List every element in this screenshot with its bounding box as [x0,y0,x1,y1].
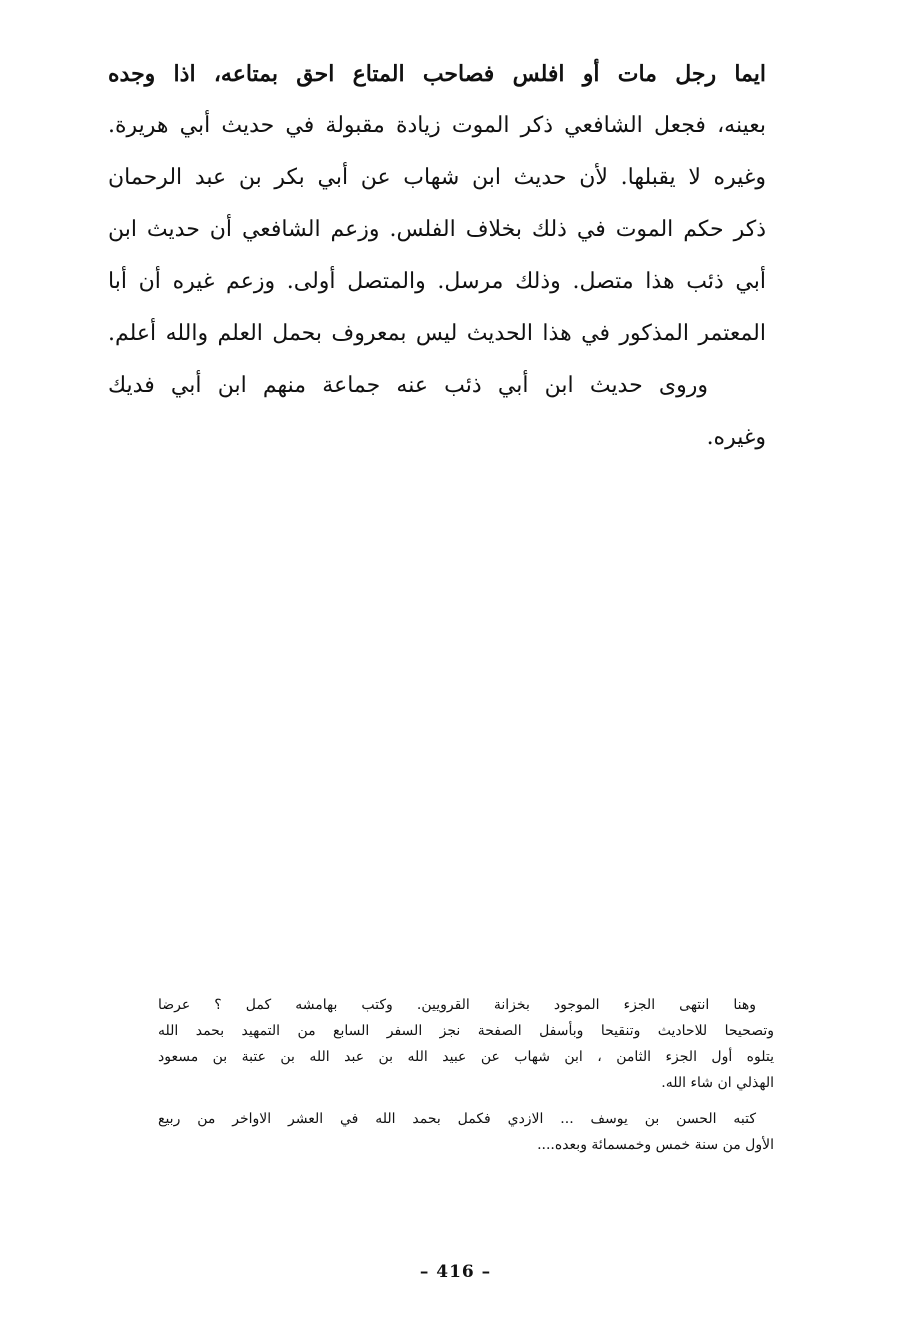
main-text-line: وغيره لا يقبلها. لأن حديث ابن شهاب عن أبي بكر بن عبد الرحمان [108,165,766,190]
note-paragraph [158,1106,774,1158]
note-line: الأول من سنة خمس وخمسمائة وبعده.... [537,1137,774,1153]
note-line: وهنا انتهى الجزء الموجود بخزانة القرويين. وكتب بهامشه كمل ؟ عرضا [158,997,756,1013]
note-line: يتلوه أول الجزء الثامن ، ابن شهاب عن عبيد الله بن عبد الله بن عتبة بن مسعود [158,1049,774,1065]
page-number: – 416 – [419,1262,492,1282]
main-text-line: ايما رجل مات أو افلس فصاحب المتاع احق بمتاعه، اذا وجده [108,61,766,87]
editorial-note [158,992,774,1158]
note-line: الهذلي ان شاء الله. [661,1075,774,1091]
note-line: وتصحيحا للاحاديث وتنقيحا وبأسفل الصفحة نجز السفر السابع من التمهيد بحمد الله [158,1023,774,1039]
note-line: كتبه الحسن بن يوسف ... الازدي فكمل بحمد الله في العشر الاواخر من ربيع [158,1111,756,1127]
main-text-block [108,48,766,464]
main-text-line: ذكر حكم الموت في ذلك بخلاف الفلس. وزعم الشافعي أن حديث ابن [108,217,766,242]
main-text-line: بعينه، فجعل الشافعي ذكر الموت زيادة مقبولة في حديث أبي هريرة. [108,113,766,138]
main-text-line: أبي ذئب هذا متصل. وذلك مرسل. والمتصل أولى. وزعم غيره أن أبا [108,269,766,294]
main-text-line: المعتمر المذكور في هذا الحديث ليس بمعروف بحمل العلم والله أعلم. [108,321,766,346]
main-text-line: وغيره. [706,425,766,450]
main-text-line: وروى حديث ابن أبي ذئب عنه جماعة منهم ابن أبي فديك [108,373,708,398]
note-paragraph [158,992,774,1096]
